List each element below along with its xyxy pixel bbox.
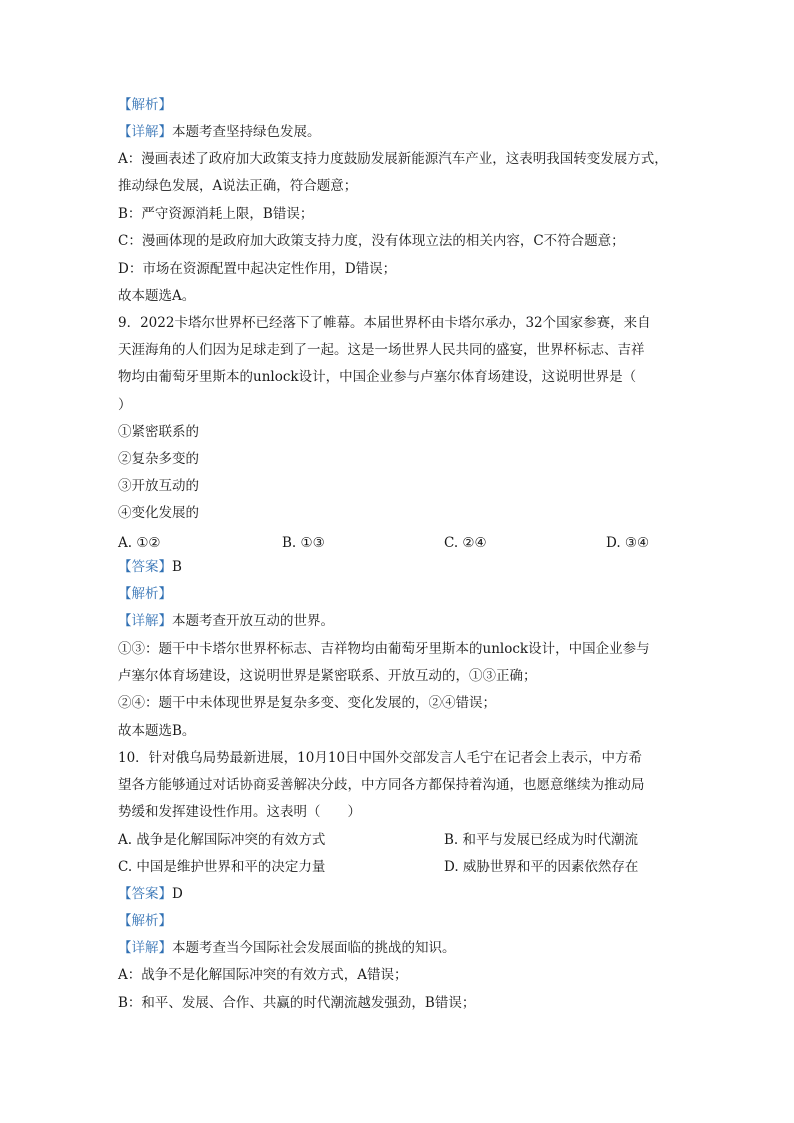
option-d: D. ③④	[606, 535, 650, 551]
detail-line	[118, 612, 334, 630]
conclusion-line: 故本题选A。	[118, 288, 196, 304]
analysis-heading: 【解析】	[118, 586, 172, 602]
analysis-heading: 【解析】	[118, 97, 172, 113]
statement-item: ①紧密联系的	[118, 424, 199, 440]
statement-item: ②复杂多变的	[118, 451, 199, 467]
answer-line	[118, 885, 183, 903]
question-10-stem: 望各方能够通过对话协商妥善解决分歧，中方同各方都保持着沟通，也愿意继续为推动局	[118, 777, 645, 793]
detail-line	[118, 939, 456, 957]
option-b: B. 和平与发展已经成为时代潮流	[444, 832, 639, 848]
option-c: C. ②④	[444, 535, 487, 551]
explanation-line: C：漫画体现的是政府加大政策支持力度，没有体现立法的相关内容，C不符合题意；	[118, 233, 625, 249]
answer-value: B	[172, 559, 182, 575]
explanation-line: A：战争不是化解国际冲突的有效方式，A错误；	[118, 967, 408, 983]
question-9-stem: ）	[118, 397, 132, 413]
explanation-line: D：市场在资源配置中起决定性作用，D错误；	[118, 261, 397, 277]
question-10-stem: 势缓和发挥建设性作用。这表明（ ）	[118, 804, 361, 820]
answer-tag: 【答案】	[118, 559, 172, 575]
conclusion-line: 故本题选B。	[118, 723, 196, 739]
detail-text: 本题考查坚持绿色发展。	[172, 124, 321, 140]
explanation-line: B：和平、发展、合作、共赢的时代潮流越发强劲，B错误；	[118, 995, 476, 1011]
answer-tag: 【答案】	[118, 886, 172, 902]
detail-tag: 【详解】	[118, 613, 172, 629]
detail-tag: 【详解】	[118, 124, 172, 140]
statement-item: ③开放互动的	[118, 478, 199, 494]
analysis-heading: 【解析】	[118, 913, 172, 929]
question-9-stem: 天涯海角的人们因为足球走到了一起。这是一场世界人民共同的盛宴，世界杯标志、吉祥	[118, 342, 645, 358]
detail-line	[118, 123, 321, 141]
statement-item: ④变化发展的	[118, 505, 199, 521]
option-a: A. ①②	[118, 535, 161, 551]
option-a: A. 战争是化解国际冲突的有效方式	[118, 832, 326, 848]
answer-line	[118, 558, 182, 576]
explanation-line: ②④：题干中未体现世界是复杂多变、变化发展的，②④错误；	[118, 695, 496, 711]
detail-text: 本题考查开放互动的世界。	[172, 613, 334, 629]
detail-tag: 【详解】	[118, 940, 172, 956]
explanation-line: 卢塞尔体育场建设，这说明世界是紧密联系、开放互动的，①③正确；	[118, 668, 537, 684]
explanation-line: ①③：题干中卡塔尔世界杯标志、吉祥物均由葡萄牙里斯本的unlock设计，中国企业参与	[118, 641, 650, 657]
option-c: C. 中国是维护世界和平的决定力量	[118, 859, 326, 875]
explanation-line: 推动绿色发展，A说法正确，符合题意；	[118, 178, 358, 194]
explanation-line: A：漫画表述了政府加大政策支持力度鼓励发展新能源汽车产业，这表明我国转变发展方式，	[118, 151, 668, 167]
option-b: B. ①③	[282, 535, 325, 551]
question-9-stem: 物均由葡萄牙里斯本的unlock设计，中国企业参与卢塞尔体育场建设，这说明世界是（	[118, 369, 637, 385]
question-9-stem: 9．2022卡塔尔世界杯已经落下了帷幕。本届世界杯由卡塔尔承办，32个国家参赛，来自	[118, 315, 651, 331]
question-10-stem: 10．针对俄乌局势最新进展，10月10日中国外交部发言人毛宁在记者会上表示，中方希	[118, 750, 643, 766]
option-d: D. 威胁世界和平的因素依然存在	[444, 859, 639, 875]
answer-value: D	[172, 886, 183, 902]
detail-text: 本题考查当今国际社会发展面临的挑战的知识。	[172, 940, 456, 956]
explanation-line: B：严守资源消耗上限，B错误；	[118, 206, 314, 222]
